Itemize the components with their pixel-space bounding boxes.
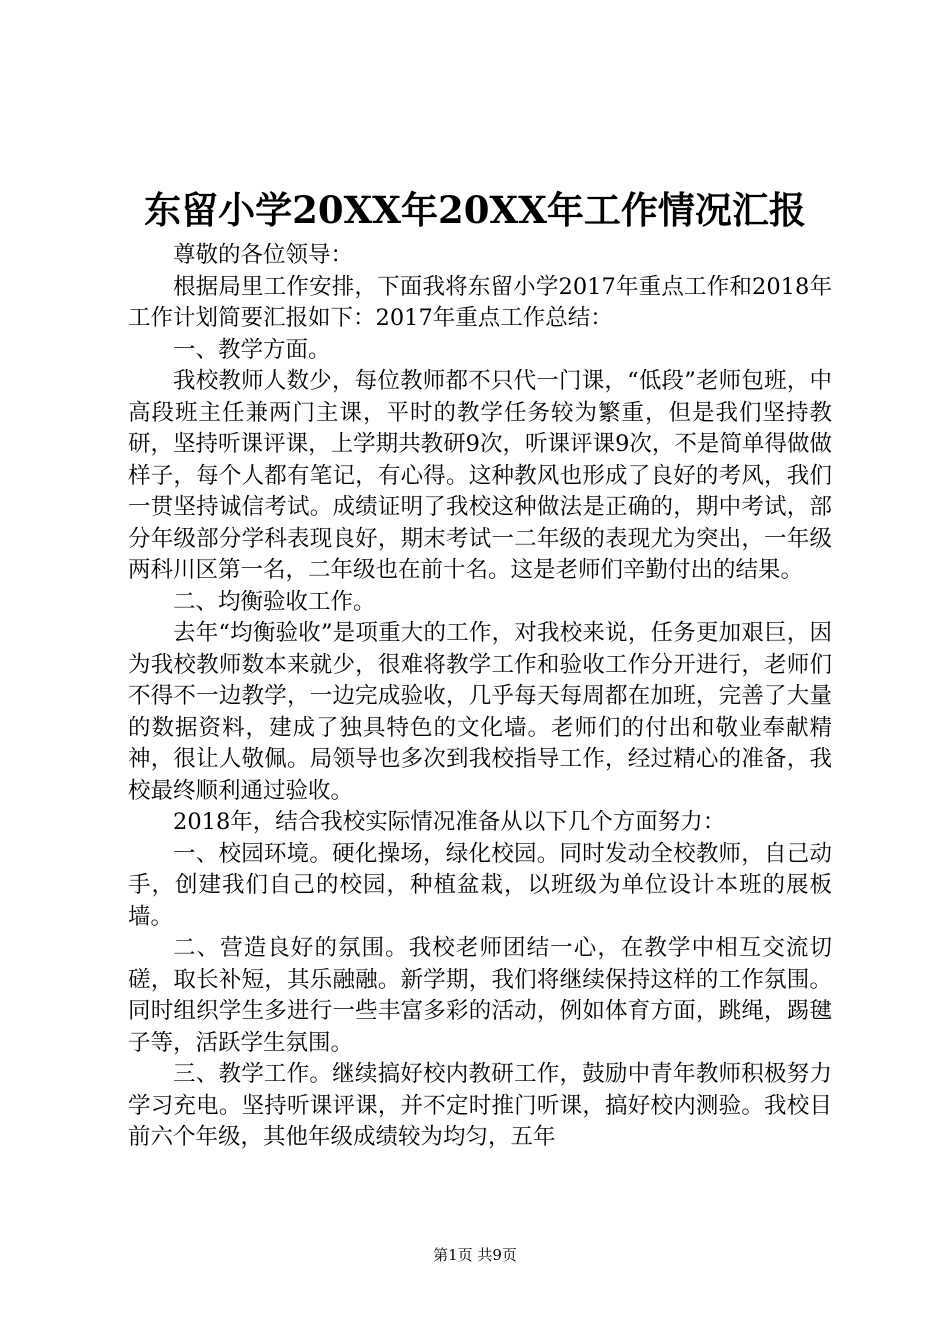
plan-atmosphere-paragraph: 二、营造良好的氛围。我校老师团结一心，在教学中相互交流切磋，取长补短，其乐融融。新学期，我们将继续保持这样的工作氛围。同时组织学生多进行一些丰富多彩的活动，例如体育方面，跳绳，踢毽子等，活跃学生氛围。: [128, 935, 832, 1056]
document-title: 东留小学20XX年20XX年工作情况汇报: [144, 188, 806, 232]
intro-paragraph: 根据局里工作安排，下面我将东留小学2017年重点工作和2018年工作计划简要汇报如下：2017年重点工作总结：: [128, 273, 832, 331]
plan-teaching-paragraph: 三、教学工作。继续搞好校内教研工作，鼓励中青年教师积极努力学习充电。坚持听课评课，并不定时推门听课，搞好校内测验。我校目前六个年级，其他年级成绩较为均匀，五年: [128, 1061, 832, 1150]
plan-intro-paragraph: 2018年，结合我校实际情况准备从以下几个方面努力：: [173, 809, 726, 835]
balance-paragraph: 去年“均衡验收”是项重大的工作，对我校来说，任务更加艰巨，因为我校教师数本来就少，很难将教学工作和验收工作分开进行，老师们不得不一边教学，一边完成验收，几乎每天每周都在加班，完善了大量的数据资料，建成了独具特色的文化墙。老师们的付出和敬业奉献精神，很让人敬佩。局领导也多次到我校指导工作，经过精心的准备，我校最终顺利通过验收。: [128, 620, 832, 804]
salutation-paragraph: 尊敬的各位领导：: [173, 242, 354, 268]
page-number-footer: 第1页 共9页: [433, 1246, 517, 1264]
teaching-paragraph: 我校教师人数少，每位教师都不只代一门课，“低段”老师包班，中高段班主任兼两门主课，平时的教学任务较为繁重，但是我们坚持教研，坚持听课评课，上学期共教研9次，听课评课9次，不是简单得做做样子，每个人都有笔记，有心得。这种教风也形成了良好的考风，我们一贯坚持诚信考试。成绩证明了我校这种做法是正确的，期中考试，部分年级部分学科表现良好，期末考试一二年级的表现尤为突出，一年级两科川区第一名，二年级也在前十名。这是老师们辛勤付出的结果。: [128, 368, 832, 583]
plan-campus-paragraph: 一、校园环境。硬化操场，绿化校园。同时发动全校教师，自己动手，创建我们自己的校园，种植盆栽，以班级为单位设计本班的展板墙。: [128, 840, 832, 930]
document-body: [128, 240, 832, 1154]
section-heading-balance: 二、均衡验收工作。: [173, 588, 376, 615]
section-heading-teaching: 一、教学方面。: [173, 336, 331, 363]
